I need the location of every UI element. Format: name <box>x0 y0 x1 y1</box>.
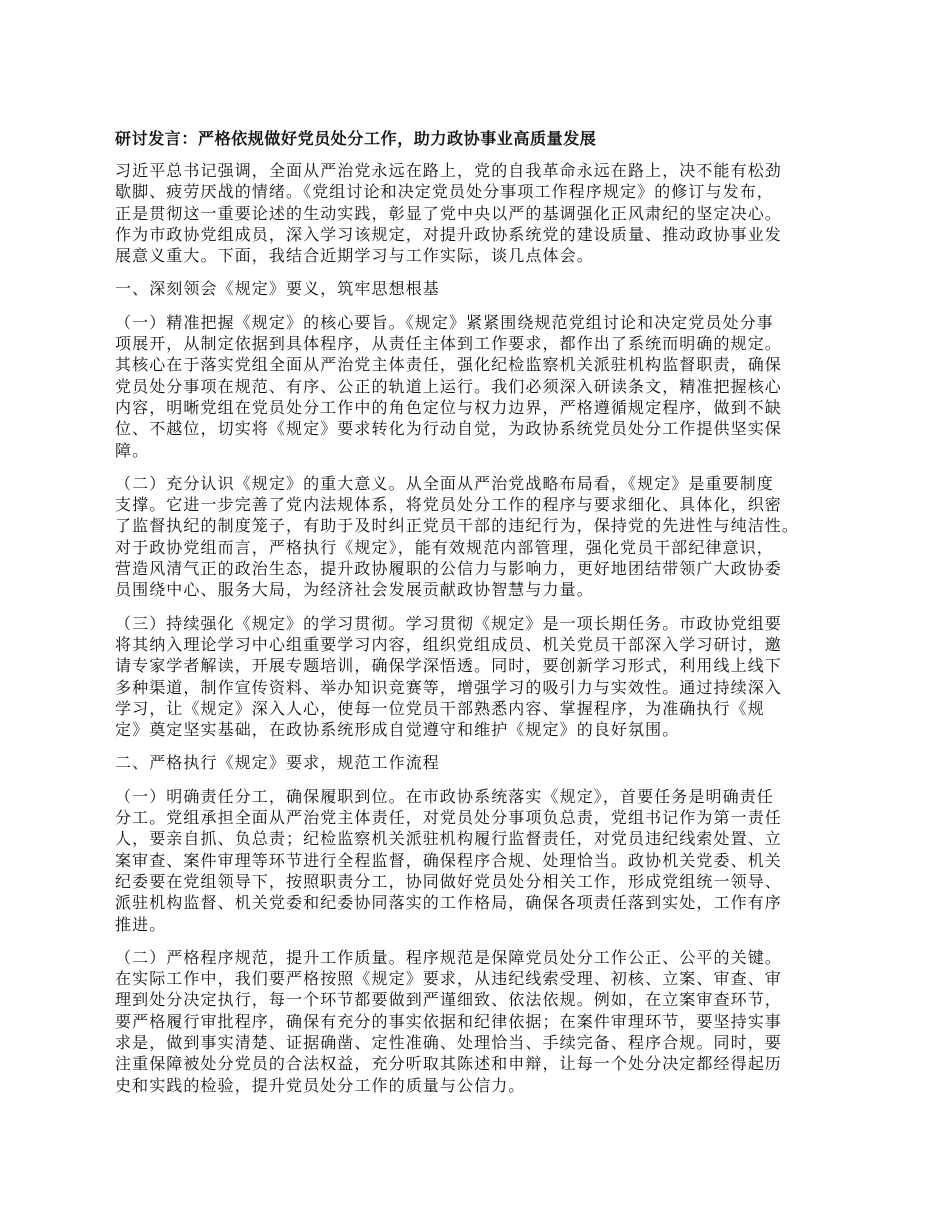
text-line: （三）持续强化《规定》的学习贯彻。学习贯彻《规定》是一项长期任务。市政协党组要 <box>115 613 782 633</box>
text-line: 派驻机构监督、机关党委和纪委协同落实的工作格局，确保各项责任落到实处，工作有序 <box>115 893 782 913</box>
text-line: 将其纳入理论学习中心组重要学习内容，组织党组成员、机关党员干部深入学习研讨，邀 <box>115 634 782 654</box>
text-line: 展意义重大。下面，我结合近期学习与工作实际，谈几点体会。 <box>115 246 594 266</box>
text-line: 内容，明晰党组在党员处分工作中的角色定位与权力边界，严格遵循规定程序，做到不缺 <box>115 397 782 417</box>
document-body <box>115 160 875 1096</box>
text-line: （一）精准把握《规定》的核心要旨。《规定》紧紧围绕规范党组讨论和决定党员处分事 <box>115 312 774 332</box>
text-line: 二、严格执行《规定》要求，规范工作流程 <box>115 753 440 773</box>
text-line: 求是，做到事实清楚、证据确凿、定性准确、处理恰当、手续完备、程序合规。同时，要 <box>115 1032 782 1052</box>
paragraph <box>115 473 875 601</box>
document-page <box>115 128 875 1108</box>
text-line: 定》奠定坚实基础，在政协系统形成自觉遵守和维护《规定》的良好氛围。 <box>115 720 680 740</box>
text-line: 正是贯彻这一重要论述的生动实践，彰显了党中央以严的基调强化正风肃纪的坚定决心。 <box>115 203 782 223</box>
text-line: 注重保障被处分党员的合法权益，充分听取其陈述和申辩，让每一个处分决定都经得起历 <box>115 1054 782 1074</box>
text-line: 了监督执纪的制度笼子，有助于及时纠正党员干部的违纪行为，保持党的先进性与纯洁性。 <box>115 516 800 536</box>
text-line: 人，要亲自抓、负总责；纪检监察机关派驻机构履行监督责任，对党员违纪线索处置、立 <box>115 829 782 849</box>
paragraph <box>115 160 875 266</box>
text-line: 作为市政协党组成员，深入学习该规定，对提升政协系统党的建设质量、推动政协事业发 <box>115 224 782 244</box>
section-heading <box>115 752 875 773</box>
text-line: 党员处分事项在规范、有序、公正的轨道上运行。我们必须深入研读条文，精准把握核心 <box>115 376 782 396</box>
document-title: 研讨发言：严格依规做好党员处分工作，助力政协事业高质量发展 <box>115 129 597 148</box>
text-line: 习近平总书记强调，全面从严治党永远在路上，党的自我革命永远在路上，决不能有松劲 <box>115 161 782 180</box>
paragraph <box>115 613 875 741</box>
text-line: 学习，让《规定》深入人心，使每一位党员干部熟悉内容、掌握程序，为准确执行《规 <box>115 698 765 718</box>
paragraph <box>115 786 875 935</box>
text-line: 在实际工作中，我们要严格按照《规定》要求，从违纪线索受理、初核、立案、审查、审 <box>115 969 782 989</box>
text-line: 营造风清气正的政治生态，提升政协履职的公信力与影响力，更好地团结带领广大政协委 <box>115 559 782 579</box>
section-heading <box>115 278 875 299</box>
text-line: （一）明确责任分工，确保履职到位。在市政协系统落实《规定》，首要任务是明确责任 <box>115 786 774 806</box>
text-line: 纪委要在党组领导下，按照职责分工，协同做好党员处分相关工作，形成党组统一领导、 <box>115 871 782 891</box>
text-line: 支撑。它进一步完善了党内法规体系，将党员处分工作的程序与要求细化、具体化，织密 <box>115 495 782 515</box>
text-line: 对于政协党组而言，严格执行《规定》，能有效规范内部管理，强化党员干部纪律意识， <box>115 537 774 557</box>
text-line: （二）严格程序规范，提升工作质量。程序规范是保障党员处分工作公正、公平的关键。 <box>115 947 782 967</box>
text-line: （二）充分认识《规定》的重大意义。从全面从严治党战略布局看，《规定》是重要制度 <box>115 473 774 493</box>
text-line: 其核心在于落实党组全面从严治党主体责任，强化纪检监察机关派驻机构监督职责，确保 <box>115 355 782 375</box>
text-line: 障。 <box>115 440 150 460</box>
text-line: 分工。党组承担全面从严治党主体责任，对党员处分事项负总责，党组书记作为第一责任 <box>115 808 782 828</box>
text-line: 要严格履行审批程序，确保有充分的事实依据和纪律依据；在案件审理环节，要坚持实事 <box>115 1011 782 1031</box>
text-line: 推进。 <box>115 914 167 934</box>
text-line: 歇脚、疲劳厌战的情绪。《党组讨论和决定党员处分事项工作程序规定》的修订与发布， <box>115 182 774 202</box>
text-line: 多种渠道，制作宣传资料、举办知识竞赛等，增强学习的吸引力与实效性。通过持续深入 <box>115 677 782 697</box>
text-line: 案审查、案件审理等环节进行全程监督，确保程序合规、处理恰当。政协机关党委、机关 <box>115 850 782 870</box>
text-line: 请专家学者解读，开展专题培训，确保学深悟透。同时，要创新学习形式，利用线上线下 <box>115 656 782 676</box>
paragraph <box>115 312 875 461</box>
text-line: 位、不越位，切实将《规定》要求转化为行动自觉，为政协系统党员处分工作提供坚实保 <box>115 419 782 439</box>
text-line: 一、深刻领会《规定》要义，筑牢思想根基 <box>115 279 440 299</box>
paragraph <box>115 947 875 1096</box>
text-line: 员围绕中心、服务大局，为经济社会发展贡献政协智慧与力量。 <box>115 580 594 600</box>
text-line: 项展开，从制定依据到具体程序，从责任主体到工作要求，都作出了系统而明确的规定。 <box>115 334 782 354</box>
text-line: 史和实践的检验，提升党员处分工作的质量与公信力。 <box>115 1075 526 1095</box>
text-line: 理到处分决定执行，每一个环节都要做到严谨细致、依法依规。例如，在立案审查环节， <box>115 990 782 1010</box>
